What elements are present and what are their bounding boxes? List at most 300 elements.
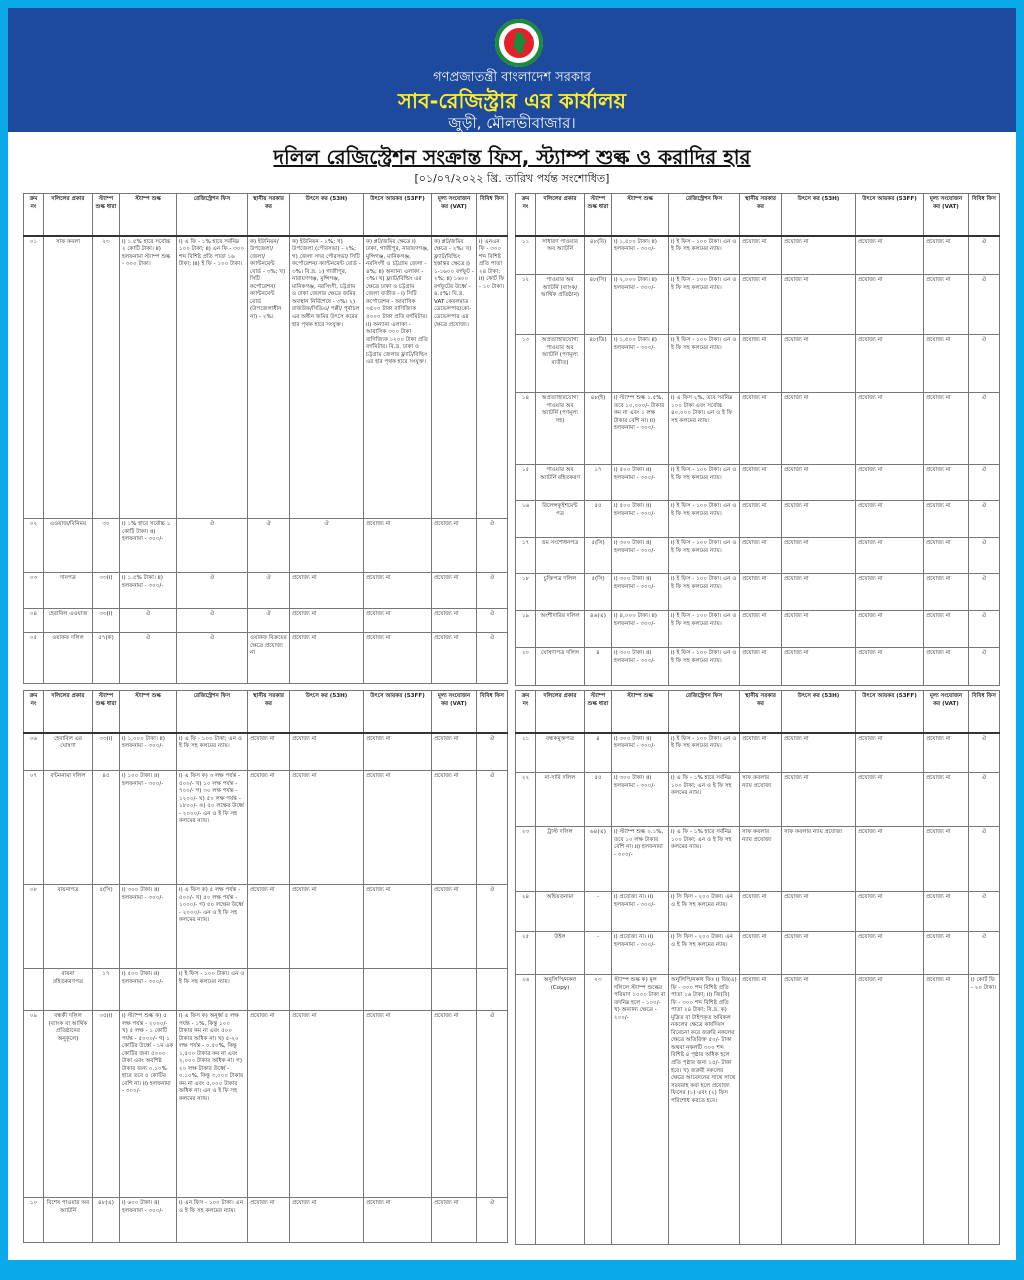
cell-stamp-duty: i) ৩০০ টাকা। ii) হলফনামা - ৩০০/- [612,574,669,611]
cell-deed-type: বিশেষ পাওয়ার অব অ্যাটর্নি [44,1198,93,1243]
column-header-registration-fee: রেজিস্ট্রেশন ফিস [177,194,248,236]
cell-misc-fee: ঐ [969,335,1000,393]
cell-stamp-duty: i) ৩০০ টাকা। ii) হলফনামা - ৩০০/- [612,773,669,827]
cell-source-tax-53h: প্রযোজ্য না [290,1011,364,1198]
cell-serial: ১২ [516,275,536,335]
cell-source-tax-53h: সাফ কবলার ন্যায় প্রযোজ্য [782,827,856,892]
cell-misc-fee: ঐ [969,501,1000,538]
cell-local-govt-tax: প্রযোজ্য না [740,501,782,538]
cell-registration-fee: ঐ [177,573,248,609]
cell-source-income-tax-53ff: প্রযোজ্য না [856,465,924,501]
cell-registration-fee: i) এ ফি - ১০০ টাকা; এন ও ই ফি সহ কলমের ন্যায়। [177,733,248,771]
cell-source-tax-53h: প্রযোজ্য না [290,733,364,771]
cell-deed-type: এওয়াজ/বিনিময় [44,519,93,573]
cell-source-tax-53h [290,969,364,1011]
column-header-serial: ক্রম নং [24,691,44,733]
cell-serial [24,969,44,1011]
cell-stamp-duty: i) ৬০০ টাকা। ii) হলফনামা - ৩০০/- [120,1198,177,1243]
cell-deed-type: ট্রাস্ট দলিল [536,827,585,892]
table-row [516,335,1000,393]
cell-deed-type: ভ্রম সংশোধনপত্র [536,538,585,574]
table-row [24,519,508,573]
cell-source-tax-53h: প্রযোজ্য না [782,393,856,465]
table-row [516,648,1000,686]
cell-source-income-tax-53ff: প্রযোজ্য না [856,335,924,393]
cell-misc-fee: ঐ [969,827,1000,892]
cell-registration-fee: i) সি ফিস - ২০০ টাকা। এন ও ই ফি সহ কলমের ন্যায়। [669,932,740,975]
column-header-source-income-tax-53ff: উৎসে আয়কর (53FF) [364,691,432,733]
cell-serial: ১৯ [516,611,536,648]
cell-misc-fee: ঐ [969,538,1000,574]
cell-stamp-duty: i) ১,০০০ টাকা। ii) হলফনামা - ৩০০/- [120,733,177,771]
cell-local-govt-tax: প্রযোজ্য না [740,236,782,275]
cell-serial: ০৩ [24,573,44,609]
column-header-source-tax-53h: উৎসে কর (53H) [782,194,856,236]
cell-stamp-section: ৪৮(সি) [585,275,612,335]
cell-registration-fee: ঐ [177,609,248,633]
cell-serial: ১৮ [516,574,536,611]
cell-deed-type: বায়নাপত্র [44,885,93,969]
cell-registration-fee: i) এ ফি - ১% হারে সর্বনিম্ন ১০০ টাকা; এন ও ই ফি সহ কলমের ন্যায়। [669,827,740,892]
cell-source-income-tax-53ff: প্রযোজ্য না [856,275,924,335]
cell-deed-type: অনুলিপি/নকল (Copy) [536,975,585,1245]
document-title: দলিল রেজিস্ট্রেশন সংক্রান্ত ফিস, স্ট্যাম্প শুল্ক ও করাদির হার [273,145,751,169]
cell-stamp-duty: i) স্ট্যাম্প শুল্ক ০.১%, তবে ১০ লক্ষ টাকার বেশি না। ii) হলফনামা - ৩০০/- [612,827,669,892]
column-header-registration-fee: রেজিস্ট্রেশন ফিস [669,691,740,733]
cell-misc-fee: ঐ [477,633,508,684]
cell-serial: ২৩ [516,827,536,892]
cell-source-tax-53h: প্রযোজ্য না [782,465,856,501]
table-row [516,574,1000,611]
table-row [24,1198,508,1243]
cell-serial: ০৬ [24,733,44,771]
office-name: সাব-রেজিস্ট্রার এর কার্যালয় [398,89,626,113]
cell-deed-type: অংশীদারির দলিল [536,611,585,648]
cell-vat: প্রযোজ্য না [924,773,969,827]
cell-source-tax-53h: প্রযোজ্য না [290,573,364,609]
cell-source-income-tax-53ff: প্রযোজ্য না [856,932,924,975]
table-row [24,609,508,633]
column-header-local-govt-tax: স্থানীয় সরকার কর [248,194,290,236]
cell-serial: ১৫ [516,465,536,501]
cell-source-income-tax-53ff: প্রযোজ্য না [364,885,432,969]
cell-stamp-duty: i) ১,৫০০ টাকা। ii) হলফনামা - ৩০০/- [612,236,669,275]
column-header-vat: মূল্য সংযোজন কর (VAT) [432,691,477,733]
cell-vat: প্রযোজ্য না [924,393,969,465]
cell-source-income-tax-53ff: প্রযোজ্য না [856,538,924,574]
cell-stamp-section: ৫৭(ক) [93,633,120,684]
cell-stamp-duty: স্ট্যাম্প শুল্ক ক) মূল দলিলে স্ট্যাম্প শুল্কের পরিমাণ ১০০০ টাকা বা তদনিম্ন হলে - ১০০/- খ) অন্যান্য ক্ষেত্রে - ২০০/- [612,975,669,1245]
cell-stamp-duty: i) ৫০০ টাকা। ii) হলফনামা - ৩০০/- [120,969,177,1011]
cell-serial: ১৬ [516,501,536,538]
cell-misc-fee: i) এনএন ফি - ৩০০ শব্দ বিশিষ্ট প্রতি পাতা ২৪ টাকা; ii) কোর্ট ফি - ১০ টাকা। [477,236,508,519]
cell-stamp-duty: i) ১.৫% টাকা। ii) হলফনামা - ৩০০/- [120,573,177,609]
cell-deed-type: বায়না রহিতকরণপত্র [44,969,93,1011]
table-row [516,827,1000,892]
cell-registration-fee: i) সি ফিস - ২০০ টাকা। এন ও ই ফি সহ কলমের ন্যায়। [669,892,740,932]
cell-serial: ০১ [24,236,44,519]
cell-source-income-tax-53ff: প্রযোজ্য না [364,573,432,609]
cell-stamp-duty: i) ১,৫০০ টাকা। ii) হলফনামা - ৩০০/- [612,335,669,393]
table-row [24,1011,508,1198]
cell-stamp-duty: ঐ [120,609,177,633]
cell-stamp-duty: i) ৩০০ টাকা। ii) হলফনামা - ৩০০/- [120,885,177,969]
cell-serial: ২২ [516,773,536,827]
cell-serial: ১০ [24,1198,44,1243]
cell-serial: ১৩ [516,335,536,393]
cell-local-govt-tax: প্রযোজ্য না [740,611,782,648]
cell-stamp-duty: i) ১.৫% হারে সর্বোচ্চ ২ কোটি টাকা। ii) হলফনামা স্ট্যাম্প শুল্ক - ৩০০ টাকা। [120,236,177,519]
cell-local-govt-tax: প্রযোজ্য না [740,335,782,393]
cell-source-income-tax-53ff: প্রযোজ্য না [856,393,924,465]
column-header-vat: মূল্য সংযোজন কর (VAT) [924,691,969,733]
cell-source-tax-53h: প্রযোজ্য না [290,771,364,885]
cell-vat: প্রযোজ্য না [432,573,477,609]
cell-vat: প্রযোজ্য না [432,519,477,573]
cell-stamp-section: ৫(সি) [585,538,612,574]
cell-vat: প্রযোজ্য না [924,335,969,393]
cell-vat: প্রযোজ্য না [924,892,969,932]
cell-local-govt-tax: সাফ কবলার ন্যায় প্রযোজ্য [740,773,782,827]
cell-local-govt-tax: ঐ [248,573,290,609]
column-header-deed-type: দলিলের প্রকার [44,194,93,236]
cell-registration-fee: i) ই ফিস - ১০০ টাকা। এন ও ই ফি সহ কলমের ন্যায়। [669,275,740,335]
table-row [516,275,1000,335]
cell-local-govt-tax: প্রযোজ্য না [248,1198,290,1243]
cell-local-govt-tax: প্রযোজ্য না [740,932,782,975]
cell-stamp-duty: i) স্ট্যাম্প শুল্ক ক) ৫ লক্ষ পর্যন্ত - ২০০০/- খ) ৫ লক্ষ - ১ কোটি পর্যন্ত - ৫০০০/- গ) ১ কোটির উর্ধ্বে - ১ম এক কোটির জন্য ৫০০০ টাকা এবং অবশিষ্ট টাকার জন্য ০.১০% হারে তবে ৫ কোটির বেশি না। ii) হলফনামা - ৩০০/- [120,1011,177,1198]
cell-registration-fee: i) ই ফিস - ১০০ টাকা। এন ও ই ফি সহ কলমের ন্যায়। [669,465,740,501]
cell-stamp-duty: ঐ [120,633,177,684]
cell-vat: প্রযোজ্য না [432,609,477,633]
fee-table-3 [23,690,508,1243]
column-header-stamp-duty: স্ট্যাম্প শুল্ক [120,691,177,733]
column-header-source-income-tax-53ff: উৎসে আয়কর (53FF) [856,194,924,236]
cell-serial: ২১ [516,733,536,773]
cell-local-govt-tax [248,969,290,1011]
cell-local-govt-tax: প্রযোজ্য না [248,771,290,885]
table-row [516,892,1000,932]
table-row [516,611,1000,648]
column-header-local-govt-tax: স্থানীয় সরকার কর [248,691,290,733]
cell-deed-type: সাফ কবলা [44,236,93,519]
cell-local-govt-tax: ক) ইউনিয়ন/ উপজেলা/জেলা/ ক্যান্টনমেন্ট বোর্ড - ৩%; খ) সিটি কর্পোরেশন/ ক্যান্টনমেন্ট বোর্ড (উপজেলাধীন না) - ২%। [248,236,290,519]
cell-misc-fee: ঐ [969,648,1000,686]
column-header-misc-fee: বিবিধ ফিস [477,691,508,733]
cell-source-tax-53h: প্রযোজ্য না [290,633,364,684]
column-header-deed-type: দলিলের প্রকার [44,691,93,733]
cell-vat: প্রযোজ্য না [924,611,969,648]
header-banner [8,8,1016,132]
cell-misc-fee: ঐ [969,465,1000,501]
cell-misc-fee: ঐ [477,885,508,969]
cell-source-tax-53h: প্রযোজ্য না [782,733,856,773]
cell-deed-type: বন্ধকী দলিল (ব্যাংক বা আর্থিক প্রতিষ্ঠানের অনুকূলে) [44,1011,93,1198]
cell-source-income-tax-53ff: প্রযোজ্য না [364,1011,432,1198]
cell-deed-type: অপ্রত্যাহারযোগ্য পাওয়ার অব অ্যাটর্নি (পণমূল্য সহ) [536,393,585,465]
column-header-misc-fee: বিবিধ ফিস [969,194,1000,236]
cell-serial: ০৮ [24,885,44,969]
cell-stamp-duty: i) ১% হারে সর্বোচ্চ ১ কোটি টাকা। ii) হলফনামা - ৩০০/- [120,519,177,573]
cell-serial: ২৫ [516,932,536,975]
cell-stamp-section: ৫(সি) [585,574,612,611]
cell-stamp-section: ৩০ [93,519,120,573]
cell-registration-fee: i) এ ফি - ১% হারে সর্বনিম্ন ১০০ টাকা; এন ও ই ফি সহ কলমের ন্যায়। [669,773,740,827]
cell-misc-fee: ঐ [969,932,1000,975]
cell-deed-type: সাধারণ পাওয়ার অব অ্যাটর্নি [536,236,585,275]
cell-stamp-section: ২৩ [93,236,120,519]
column-header-vat: মূল্য সংযোজন কর (VAT) [432,194,477,236]
cell-source-income-tax-53ff: প্রযোজ্য না [856,892,924,932]
table-row [516,465,1000,501]
cell-source-income-tax-53ff: প্রযোজ্য না [856,827,924,892]
cell-serial: ২৬ [516,975,536,1245]
cell-misc-fee: ঐ [477,1011,508,1198]
cell-local-govt-tax: প্রযোজ্য না [740,465,782,501]
cell-serial: ০২ [24,519,44,573]
cell-local-govt-tax: প্রযোজ্য না [740,648,782,686]
cell-vat [432,969,477,1011]
cell-deed-type: রিলেন্সকুইশমেন্ট পত্র [536,501,585,538]
cell-stamp-section: ৩৩(i) [93,573,120,609]
cell-stamp-section: ৩৫(i) [93,1011,120,1198]
cell-serial: ২০ [516,648,536,686]
table-row [516,393,1000,465]
column-header-source-income-tax-53ff: উৎসে আয়কর (53FF) [364,194,432,236]
cell-vat: প্রযোজ্য না [924,574,969,611]
cell-source-income-tax-53ff: প্রযোজ্য না [856,501,924,538]
column-header-stamp-section: স্ট্যাম্প শুল্ক ধারা [585,194,612,236]
cell-serial: ০৯ [24,1011,44,1198]
cell-stamp-section: ৪৮(বি) [585,236,612,275]
cell-registration-fee: i) ই ফিস - ১০০ টাকা। এন ও ই ফি সহ কলমের ন্যায়। [669,574,740,611]
column-header-stamp-duty: স্ট্যাম্প শুল্ক [612,194,669,236]
cell-local-govt-tax: প্রযোজ্য না [740,393,782,465]
column-header-serial: ক্রম নং [516,194,536,236]
cell-registration-fee: i) ই ফিস - ১০০ টাকা। এন ও ই ফি সহ কলমের ন্যায়। [669,538,740,574]
cell-registration-fee: i) এ ফিস ক) ৫ লক্ষ পর্যন্ত - ৫০০/- খ) ৫০ লক্ষ পর্যন্ত - ১০০০/- গ) ৫০ লক্ষের উর্ধ্বে - ২০০০/- এন ও ই ফি সহ কলমের ন্যায়। [177,885,248,969]
column-header-local-govt-tax: স্থানীয় সরকার কর [740,194,782,236]
column-header-registration-fee: রেজিস্ট্রেশন ফিস [177,691,248,733]
cell-source-income-tax-53ff: প্রযোজ্য না [364,519,432,573]
cell-source-income-tax-53ff: প্রযোজ্য না [856,733,924,773]
cell-source-income-tax-53ff: প্রযোজ্য না [364,733,432,771]
cell-source-tax-53h: প্রযোজ্য না [782,501,856,538]
cell-local-govt-tax: প্রযোজ্য না [740,892,782,932]
cell-local-govt-tax: ঐ [248,609,290,633]
cell-source-tax-53h: প্রযোজ্য না [782,932,856,975]
cell-stamp-section: ৬৪(এ) [585,827,612,892]
cell-stamp-duty: i) ৫০০ টাকা। ii) হলফনামা - ৩০০/- [612,501,669,538]
column-header-misc-fee: বিবিধ ফিস [477,194,508,236]
cell-vat: প্রযোজ্য না [924,932,969,975]
cell-vat: প্রযোজ্য না [432,885,477,969]
column-header-registration-fee: রেজিস্ট্রেশন ফিস [669,194,740,236]
cell-source-tax-53h: প্রযোজ্য না [782,335,856,393]
cell-stamp-section: - [585,892,612,932]
cell-source-tax-53h: প্রযোজ্য না [782,648,856,686]
cell-source-tax-53h: প্রযোজ্য না [782,275,856,335]
cell-stamp-section: ৪৫ [93,771,120,885]
fee-table-1 [23,193,508,684]
cell-deed-type: অপ্রত্যাহারযোগ্য পাওয়ার অব অ্যাটর্নি (পণমূল্য ব্যতীত) [536,335,585,393]
cell-deed-type: বন্টননামা দলিল [44,771,93,885]
cell-stamp-duty: i) ২,০০০ টাকা। ii) হলফনামা - ৩০০/- [612,275,669,335]
cell-local-govt-tax: প্রযোজ্য না [740,574,782,611]
column-header-source-income-tax-53ff: উৎসে আয়কর (53FF) [856,691,924,733]
cell-serial: ০৪ [24,609,44,633]
cell-serial: ১১ [516,236,536,275]
cell-stamp-duty: i) ৫০০ টাকা। ii) হলফনামা - ৩০০/- [612,465,669,501]
cell-stamp-duty: i) প্রযোজ্য না। ii) হলফনামা - ৩০০/- [612,892,669,932]
table-row [24,573,508,609]
cell-source-tax-53h: প্রযোজ্য না [290,609,364,633]
cell-source-tax-53h: প্রযোজ্য না [782,892,856,932]
cell-misc-fee: ঐ [477,519,508,573]
column-header-stamp-section: স্ট্যাম্প শুল্ক ধারা [585,691,612,733]
cell-source-income-tax-53ff: প্রযোজ্য না [364,633,432,684]
cell-deed-type: হেবাবিল এওয়াজ [44,609,93,633]
cell-registration-fee: i) এ ফিস ২%, তবে সর্বনিম্ন ১০০ টাকা এবং সর্বোচ্চ ৪০,০০০ টাকা। এন ও ই ফি সহ কলমের ন্যায়। [669,393,740,465]
cell-local-govt-tax: সাফ কবলার ন্যায় প্রযোজ্য [740,827,782,892]
column-header-serial: ক্রম নং [24,194,44,236]
cell-stamp-duty: i) স্ট্যাম্প শুল্ক ১.৫%, তবে ১০,০০০/- টাকার কম না এবং ১ লক্ষ টাকার বেশি না। ii) হলফনামা - ৩০০/- [612,393,669,465]
table-header-row [24,691,508,733]
table-header-row [516,691,1000,733]
cell-deed-type: চুক্তিপত্র দলিল [536,574,585,611]
cell-deed-type: দানপত্র [44,573,93,609]
cell-vat: প্রযোজ্য না [924,538,969,574]
cell-local-govt-tax: প্রযোজ্য না [248,885,290,969]
cell-source-tax-53h: প্রযোজ্য না [782,538,856,574]
cell-misc-fee: ঐ [477,609,508,633]
cell-source-income-tax-53ff: প্রযোজ্য না [856,236,924,275]
column-header-stamp-duty: স্ট্যাম্প শুল্ক [120,194,177,236]
cell-stamp-duty: i) ৩০০ টাকা। ii) হলফনামা - ৩০০/- [612,648,669,686]
cell-misc-fee: ঐ [969,393,1000,465]
table-row [516,773,1000,827]
cell-stamp-section: ৪৮(এ) [93,1198,120,1243]
cell-vat: প্রযোজ্য না [432,1198,477,1243]
table-row [24,236,508,519]
cell-stamp-duty: i) ১০০ টাকা। ii) হলফনামা - ৩০০/- [120,771,177,885]
cell-local-govt-tax: প্রযোজ্য না [248,733,290,771]
cell-deed-type: ওয়াকফ দলিল [44,633,93,684]
cell-misc-fee: i) কোর্ট ফি - ২০ টাকা। [969,975,1000,1245]
cell-vat: প্রযোজ্য না [924,236,969,275]
cell-registration-fee: ঐ [177,633,248,684]
cell-stamp-section: ১৭ [585,465,612,501]
cell-source-tax-53h: প্রযোজ্য না [782,574,856,611]
cell-source-income-tax-53ff: প্রযোজ্য না [856,648,924,686]
cell-stamp-section: ৪৬(এ) [585,611,612,648]
cell-source-income-tax-53ff [364,969,432,1011]
cell-vat: প্রযোজ্য না [924,827,969,892]
column-header-stamp-section: স্ট্যাম্প শুল্ক ধারা [93,194,120,236]
cell-source-tax-53h: ক) ইউনিয়ন - ১%; খ) উপজেলা (পৌরসভা) - ২%; গ) জেলা সদর পৌরসভা/ সিটি কর্পোরেশন/ ক্যান্টনমেন্ট বোর্ড - ৩%। বি.দ্র. ১) গাজীপুর, নারায়ণগঞ্জ, মুন্সিগঞ্জ, মানিকগঞ্জ, নরসিংদী, চট্টগ্রাম ও ঢাকা জেলার ক্ষেত্রে জমির অবস্থান নির্বিশেষে - ৩%। ২) রাজউক/সিডিএ/ পল্লী/ পূর্বাচল এর অধীন জমির উৎসে করের হার পৃথক হারে সংযুক্ত। [290,236,364,519]
table-row [516,501,1000,538]
cell-registration-fee: i) এ ফিস ক) অনুর্ধ্ব ৫ লক্ষ পর্যন্ত - ১%, কিন্তু ১০০ টাকার কম না এবং ৫০০ টাকার অধিক না। খ) ৫-২০ লক্ষ পর্যন্ত - ০.৫০%, কিন্তু ১,৫০০ টাকার কম না এবং ২,০০০ টাকার অধিক না। গ) ২০ লক্ষ টাকার উর্ধ্বে - ০.১০%, কিন্তু ৩,০০০ টাকার কম না এবং ৫,০০০ টাকার অধিক না। এন ও ই ফি সহ কলমের ন্যায়। [177,1011,248,1198]
cell-vat: প্রযোজ্য না [432,633,477,684]
table-header-row [516,194,1000,236]
cell-misc-fee: ঐ [969,733,1000,773]
column-header-deed-type: দলিলের প্রকার [536,691,585,733]
cell-vat: প্রযোজ্য না [924,648,969,686]
cell-source-income-tax-53ff: প্রযোজ্য না [856,773,924,827]
cell-stamp-duty: i) প্রযোজ্য না। ii) হলফনামা - ৩০০/- [612,932,669,975]
cell-local-govt-tax: ঐ [248,519,290,573]
cell-registration-fee: i) ই ফিস - ১০০ টাকা। এন ও ই ফি সহ কলমের ন্যায়। [669,501,740,538]
cell-stamp-duty: i) ৪,০০০ টাকা। ii) হলফনামা - ৩০০/- [612,611,669,648]
cell-deed-type: পাওয়ার অব অ্যাটর্নি (ব্যাংক/আর্থিক প্রতিষ্ঠান) [536,275,585,335]
cell-source-income-tax-53ff: ক) প্লট/জমির ক্ষেত্রে i) ঢাকা, গাজীপুর, নারায়ণগঞ্জ, মুন্সিগঞ্জ, মানিকগঞ্জ, নরসিংদী ও চট্টগ্রাম জেলা - ৪%; ii) অন্যান্য এলাকা - ৩%। খ) ফ্ল্যাট/বিল্ডিং এর ক্ষেত্রে ঢাকা ও চট্টগ্রাম জেলা ব্যতীত - i) সিটি কর্পোরেশন - আবাসিক ৩৫০০ টাকা বাণিজ্যিক ৫০০০ টাকা প্রতি বর্গমিটার। ii) অন্যান্য এলাকা - আবাসিক ৩০০ টাকা বাণিজ্যিক ১২০০ টাকা প্রতি বর্গমিটার। বি.দ্র. ঢাকা ও চট্টগ্রাম জেলার ফ্ল্যাট/বিল্ডিং এর হার পৃথক হারে সংযুক্ত। [364,236,432,519]
footer-strip [0,1260,1024,1280]
cell-local-govt-tax: প্রযোজ্য না [740,275,782,335]
column-header-source-tax-53h: উৎসে কর (53H) [290,194,364,236]
cell-stamp-section: ২৩ [585,975,612,1245]
table-row [516,975,1000,1245]
table-row [24,885,508,969]
cell-stamp-section: ৫৫ [585,773,612,827]
cell-stamp-section: ৫৫ [585,501,612,538]
document-subtitle: [০১/০৭/২০২২ খ্রি. তারিখ পর্যন্ত সংশোধিত] [414,172,610,185]
table-row [516,236,1000,275]
cell-deed-type: ঘোষণাপত্র দলিল [536,648,585,686]
cell-registration-fee: i) ই ফিস - ১০০ টাকা। এন ও ই ফি সহ কলমের ন্যায়। [669,611,740,648]
cell-source-tax-53h: প্রযোজ্য না [782,611,856,648]
cell-source-income-tax-53ff: প্রযোজ্য না [364,771,432,885]
cell-vat: প্রযোজ্য না [924,733,969,773]
cell-deed-type: বন্ধকমুক্তপত্র [536,733,585,773]
cell-vat: প্রযোজ্য না [432,733,477,771]
cell-registration-fee: i) ই ফিস - ১০০ টাকা। এন ও ই ফি সহ কলমের ন্যায়। [669,733,740,773]
cell-source-income-tax-53ff: প্রযোজ্য না [364,609,432,633]
cell-vat: প্রযোজ্য না [432,1011,477,1198]
cell-deed-type: পাওয়ার অব অ্যাটর্নি রহিতকরণ [536,465,585,501]
cell-deed-type: উইল [536,932,585,975]
cell-source-tax-53h: প্রযোজ্য না [782,975,856,1245]
cell-stamp-section: ৫(সি) [93,885,120,969]
cell-registration-fee: i) এ ফিস ক) ৩ লক্ষ পর্যন্ত - ৫০০/- খ) ১০ লক্ষ পর্যন্ত - ৭০০/- গ) ৩০ লক্ষ পর্যন্ত - ১২০০/- ঘ) ৫০ লক্ষ পর্যন্ত - ১৮০০/- ঙ) ৫০ লক্ষের উর্ধ্বে - ২০০০/- এন ও ই ফি সহ কলমের ন্যায়। [177,771,248,885]
column-header-source-tax-53h: উৎসে কর (53H) [782,691,856,733]
cell-stamp-section: - [585,932,612,975]
column-header-misc-fee: বিবিধ ফিস [969,691,1000,733]
cell-vat: প্রযোজ্য না [924,975,969,1245]
table-row [24,633,508,684]
cell-misc-fee: ঐ [969,892,1000,932]
cell-source-tax-53h: প্রযোজ্য না [782,773,856,827]
cell-deed-type: হেবাবিল এর ঘোষণা [44,733,93,771]
cell-misc-fee: ঐ [477,733,508,771]
government-seal-icon [494,18,544,68]
cell-stamp-section: ৪৮(ডি) [585,335,612,393]
cell-misc-fee: ঐ [477,1198,508,1243]
table-row [516,932,1000,975]
cell-vat: প্রযোজ্য না [924,275,969,335]
cell-misc-fee: ঐ [969,773,1000,827]
cell-serial: ১৭ [516,538,536,574]
cell-stamp-duty: i) ৩০০ টাকা। ii) হলফনামা - ৩০০/- [612,733,669,773]
table-row [24,969,508,1011]
cell-source-tax-53h: প্রযোজ্য না [290,1198,364,1243]
table-row [516,538,1000,574]
cell-serial: ০৭ [24,771,44,885]
office-location: জুড়ী, মৌলভীবাজার। [448,114,576,132]
fee-table-4 [515,690,1000,1245]
table-row [516,733,1000,773]
cell-misc-fee: ঐ [969,236,1000,275]
cell-registration-fee: i) ই ফিস - ১০০ টাকা। এন ও ই ফি সহ কলমের ন্যায়। [177,969,248,1011]
